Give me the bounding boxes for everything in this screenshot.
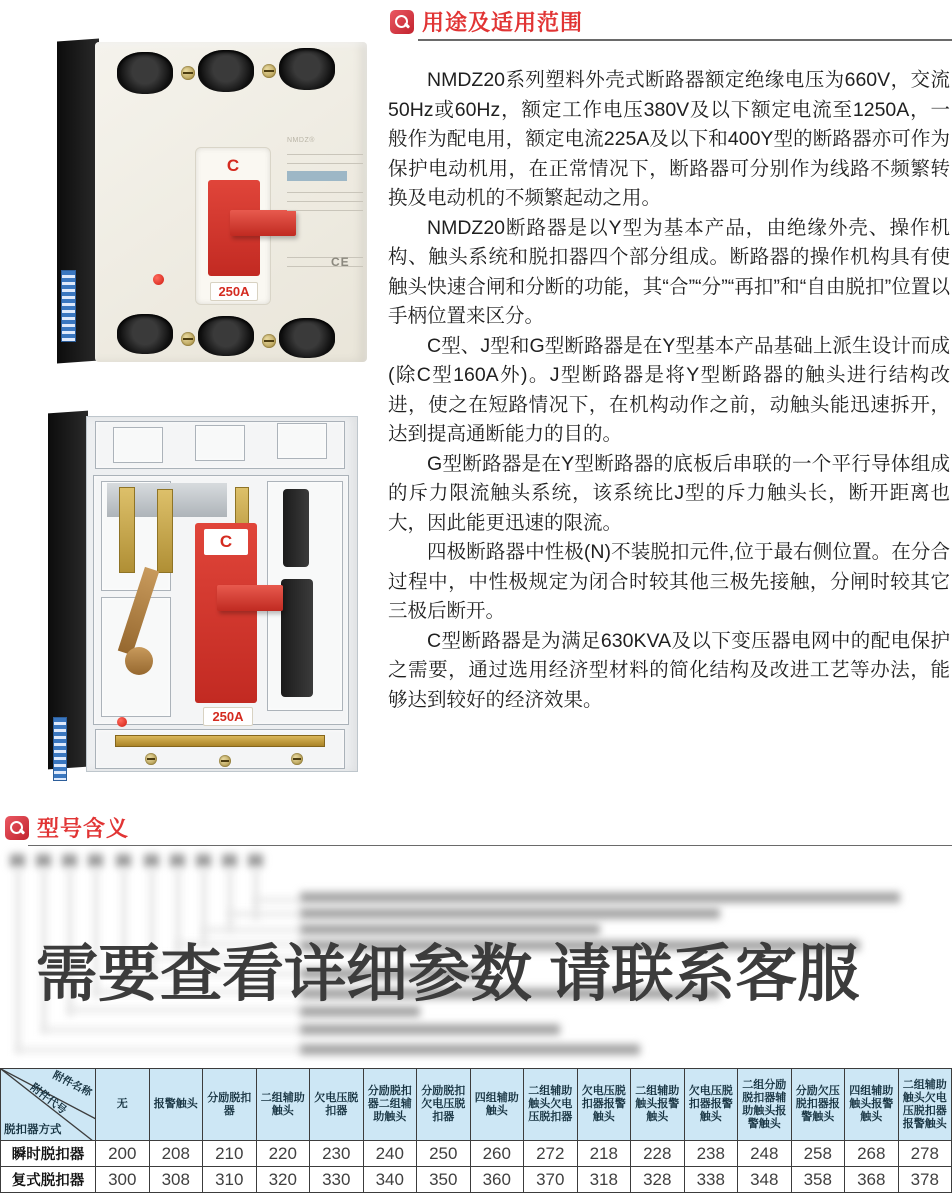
terminal-hole — [198, 316, 254, 356]
blurred-shape — [10, 854, 25, 867]
blurred-shape — [42, 1028, 300, 1032]
corner-label-top: 附件名称 — [50, 1069, 94, 1099]
transparent-shell — [86, 416, 358, 772]
usage-paragraph: NMDZ20系列塑料外壳式断路器额定绝缘电压为660V，交流50Hz或60Hz，额定工作电压380V及以下额定电流至1250A，一般作为配电用，额定电流225A及以下和400Y型的断路器亦可作为保护电动机用，在正常情况下，断路器可分别作为线路不频繁转换及电动机的不频繁起动之用。 — [388, 69, 950, 209]
brand-text: NMDZ® — [287, 137, 315, 144]
blurred-shape — [300, 1044, 640, 1055]
table-cell: 278 — [898, 1141, 952, 1167]
spec-sticker — [287, 137, 363, 317]
indicator-dot — [117, 717, 127, 727]
table-col-header: 分励脱扣器 — [203, 1069, 257, 1141]
table-col-header: 报警触头 — [149, 1069, 203, 1141]
blurred-shape — [228, 868, 232, 932]
terminal-screw-icon — [181, 66, 195, 80]
ce-mark: CE — [331, 255, 350, 269]
blue-label-sticker — [61, 270, 76, 342]
corner-label-bottom: 脱扣器方式 — [4, 1124, 62, 1136]
terminal-screw-icon — [181, 332, 195, 346]
table-col-header: 四组辅助触头 — [470, 1069, 524, 1141]
blue-label-sticker — [53, 717, 67, 781]
table-corner-cell — [1, 1069, 96, 1141]
trip-coil — [281, 579, 313, 697]
table-col-header: 分励脱扣欠电压脱扣器 — [417, 1069, 471, 1141]
usage-paragraph: C型断路器是为满足630KVA及以下变压器电网中的配电保护之需要，通过选用经济型材料的简化结构及改进工艺等办法，能够达到较好的经济效果。 — [388, 629, 950, 711]
table-cell: 228 — [631, 1141, 685, 1167]
table-cell: 350 — [417, 1167, 471, 1193]
table-cell: 200 — [96, 1141, 150, 1167]
table-cell: 338 — [684, 1167, 738, 1193]
model-section-title: 型号含义 — [37, 816, 130, 841]
blurred-shape — [16, 1048, 300, 1052]
blurred-shape — [196, 854, 211, 867]
table-cell: 268 — [845, 1141, 899, 1167]
terminal-hole — [198, 50, 254, 92]
handle-panel — [195, 147, 271, 305]
model-section-header — [5, 812, 129, 843]
row-label: 复式脱扣器 — [1, 1167, 96, 1193]
table-cell: 320 — [256, 1167, 310, 1193]
blurred-shape — [116, 854, 131, 867]
table-cell: 258 — [791, 1141, 845, 1167]
table-cell: 210 — [203, 1141, 257, 1167]
table-col-header: 欠电压脱扣器报警触头 — [684, 1069, 738, 1141]
table-cell: 260 — [470, 1141, 524, 1167]
table-col-header: 二组辅助触头报警触头 — [631, 1069, 685, 1141]
table-cell: 340 — [363, 1167, 417, 1193]
blurred-shape — [144, 854, 159, 867]
blurred-shape — [254, 898, 300, 902]
terminal-hole — [279, 48, 335, 90]
blurred-shape — [228, 912, 300, 916]
pole-letter: C — [219, 532, 233, 551]
terminal-screw-icon — [262, 64, 276, 78]
table-cell: 238 — [684, 1141, 738, 1167]
table-cell: 370 — [524, 1167, 578, 1193]
breaker-handle-grip — [217, 585, 283, 611]
table-col-header: 二组分励脱扣器辅助触头报警触头 — [738, 1069, 792, 1141]
table-col-header: 分励欠压脱扣器报警触头 — [791, 1069, 845, 1141]
magnifier-icon — [390, 10, 414, 34]
trip-coil — [283, 489, 309, 567]
table-cell: 248 — [738, 1141, 792, 1167]
blurred-shape — [248, 854, 263, 867]
table-col-header: 四组辅助触头报警触头 — [845, 1069, 899, 1141]
accessory-code-table — [0, 1068, 952, 1193]
breaker-handle — [195, 523, 257, 703]
table-col-header: 二组辅助触头欠电压脱扣器 — [524, 1069, 578, 1141]
usage-paragraph: NMDZ20断路器是以Y型为基本产品，由绝缘外壳、操作机构、触头系统和脱扣器四个部分组成。断路器的操作机构具有使触头快速合闸和分断的功能，其“合”“分”“再扣”和“自由脱扣”位置以手柄位置来区分。 — [388, 216, 950, 327]
terminal-screw-icon — [262, 334, 276, 348]
blurred-shape — [88, 854, 103, 867]
usage-section-title: 用途及适用范围 — [422, 10, 584, 35]
brass-contact — [157, 489, 173, 573]
table-cell: 360 — [470, 1167, 524, 1193]
brass-contact — [119, 487, 135, 573]
breaker-back-panel — [48, 411, 88, 770]
magnifier-icon — [5, 816, 29, 840]
table-cell: 318 — [577, 1167, 631, 1193]
terminal-hole — [117, 314, 173, 354]
table-cell: 310 — [203, 1167, 257, 1193]
table-cell: 358 — [791, 1167, 845, 1193]
model-underline — [28, 845, 952, 846]
table-cell: 368 — [845, 1167, 899, 1193]
blurred-shape — [170, 854, 185, 867]
table-cell: 272 — [524, 1141, 578, 1167]
table-body — [1, 1141, 952, 1193]
table-col-header: 二组辅助触头 — [256, 1069, 310, 1141]
usage-paragraph: 四极断路器中性极(N)不装脱扣元件,位于最右侧位置。在分合过程中，中性极规定为闭合时较其他三极先接触，分闸时较其它三极后断开。 — [388, 541, 950, 622]
usage-paragraph: C型、J型和G型断路器是在Y型基本产品基础上派生设计而成(除C型160A外)。J型断路器是将Y型断路器的触头进行结构改进，使之在短路情况下，在机构动作之前，动触头能迅速拆开，达到提高通断能力的目的。 — [388, 334, 950, 445]
terminal-screw-icon — [291, 753, 303, 765]
table-cell: 348 — [738, 1167, 792, 1193]
table-header-row — [1, 1069, 952, 1141]
indicator-dot — [153, 274, 164, 285]
table-col-header: 欠电压脱扣器报警触头 — [577, 1069, 631, 1141]
table-cell: 220 — [256, 1141, 310, 1167]
blurred-shape — [300, 892, 900, 903]
blurred-shape — [300, 1024, 560, 1035]
blurred-shape — [222, 854, 237, 867]
blurred-shape — [300, 908, 720, 919]
table-cell: 328 — [631, 1167, 685, 1193]
table-row — [1, 1141, 952, 1167]
usage-underline — [418, 39, 952, 41]
product-photo-transparent-breaker — [48, 402, 368, 786]
table-cell: 300 — [96, 1167, 150, 1193]
terminal-hole — [117, 52, 173, 94]
table-cell: 208 — [149, 1141, 203, 1167]
blurred-shape — [36, 854, 51, 867]
table-col-header: 二组辅助触头欠电压脱扣器报警触头 — [898, 1069, 952, 1141]
blurred-shape — [16, 868, 20, 1053]
usage-paragraph: G型断路器是在Y型断路器的底板后串联的一个平行导体组成的斥力限流触头系统，该系统比J型的斥力触头长，断开距离也大，因此能更迅速的限流。 — [388, 452, 950, 534]
table-cell: 308 — [149, 1167, 203, 1193]
table-col-header: 无 — [96, 1069, 150, 1141]
contact-service-watermark: 需要查看详细参数 请联系客服 — [36, 940, 860, 1009]
breaker-body — [95, 42, 367, 362]
table-col-header: 欠电压脱扣器 — [310, 1069, 364, 1141]
pole-letter: C — [226, 156, 240, 175]
rating-label: 250A — [203, 707, 253, 726]
terminal-hole — [279, 318, 335, 358]
blurred-shape — [62, 854, 77, 867]
table-cell: 230 — [310, 1141, 364, 1167]
table-cell: 250 — [417, 1141, 471, 1167]
table-cell: 378 — [898, 1167, 952, 1193]
usage-section-header — [390, 6, 583, 37]
table-cell: 218 — [577, 1141, 631, 1167]
table-col-header: 分励脱扣器二组辅助触头 — [363, 1069, 417, 1141]
table-cell: 240 — [363, 1141, 417, 1167]
rating-label: 250A — [210, 282, 258, 301]
product-photo-solid-breaker — [55, 28, 369, 374]
terminal-screw-icon — [145, 753, 157, 765]
bus-bar — [115, 735, 325, 747]
table-row — [1, 1167, 952, 1193]
table-cell: 330 — [310, 1167, 364, 1193]
row-label: 瞬时脱扣器 — [1, 1141, 96, 1167]
terminal-screw-icon — [219, 755, 231, 767]
copper-pivot — [125, 647, 153, 675]
corner-label-middle: 附件代号 — [28, 1081, 69, 1117]
usage-paragraphs — [388, 66, 950, 715]
